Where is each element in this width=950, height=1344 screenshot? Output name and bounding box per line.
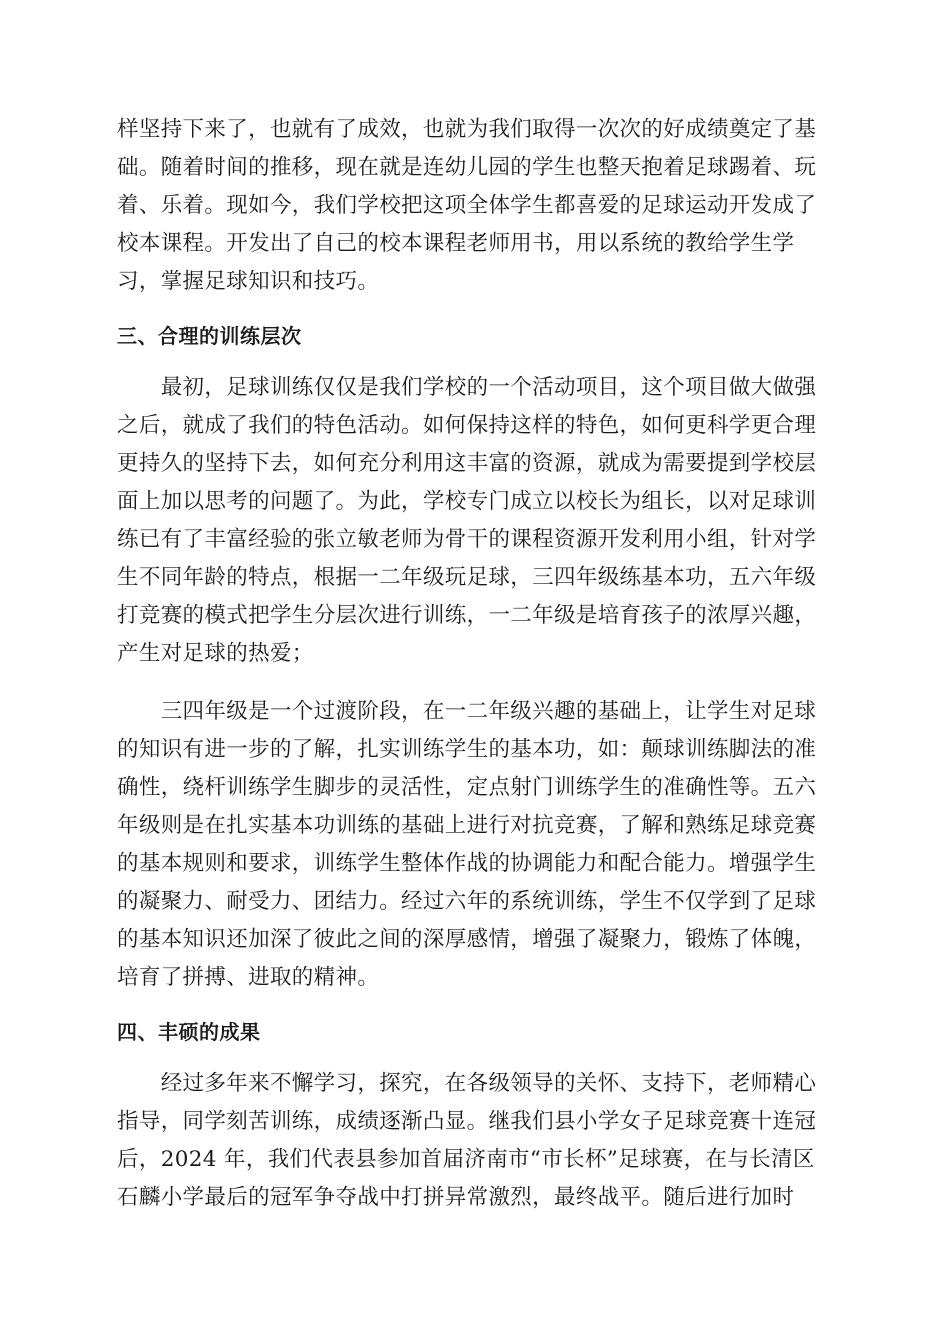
paragraph-2-line-5: 练已有了丰富经验的张立敏老师为骨干的课程资源开发利用小组，针对学 [117, 527, 817, 552]
paragraph-3-line-3: 确性，绕杆训练学生脚步的灵活性，定点射门训练学生的准确性等。五六 [117, 775, 817, 800]
paragraph-2-line-7: 打竞赛的模式把学生分层次进行训练，一二年级是培育孩子的浓厚兴趣， [117, 603, 817, 628]
paragraph-3-line-5: 的基本规则和要求，训练学生整体作战的协调能力和配合能力。增强学生 [117, 851, 817, 876]
paragraph-4-line-1: 经过多年来不懈学习，探究，在各级领导的关怀、支持下，老师精心 [117, 1071, 817, 1096]
paragraph-3-line-4: 年级则是在扎实基本功训练的基础上进行对抗竞赛，了解和熟练足球竞赛 [117, 813, 817, 838]
paragraph-1-line-4: 校本课程。开发出了自己的校本课程老师用书，用以系统的教给学生学 [117, 231, 795, 256]
paragraph-2-line-4: 面上加以思考的问题了。为此，学校专门成立以校长为组长，以对足球训 [117, 489, 817, 514]
paragraph-2-line-6: 生不同年龄的特点，根据一二年级玩足球，三四年级练基本功，五六年级 [117, 565, 817, 590]
paragraph-3-line-7: 的基本知识还加深了彼此之间的深厚感情，增强了凝聚力，锻炼了体魄， [117, 927, 817, 952]
paragraph-4-line-3: 后，2024 年，我们代表县参加首届济南市“市长杯”足球赛，在与长清区 [117, 1147, 815, 1172]
paragraph-2-line-8: 产生对足球的热爱； [117, 641, 314, 666]
paragraph-3-line-1: 三四年级是一个过渡阶段，在一二年级兴趣的基础上，让学生对足球 [117, 699, 817, 724]
paragraph-4-line-4: 石麟小学最后的冠军争夺战中打拼异常激烈，最终战平。随后进行加时 [117, 1185, 795, 1210]
paragraph-4-line-2: 指导，同学刻苦训练，成绩逐渐凸显。继我们县小学女子足球竞赛十连冠 [117, 1109, 817, 1134]
paragraph-3-line-6: 的凝聚力、耐受力、团结力。经过六年的系统训练，学生不仅学到了足球 [117, 889, 817, 914]
paragraph-3-line-2: 的知识有进一步的了解，扎实训练学生的基本功，如：颠球训练脚法的准 [117, 737, 817, 762]
paragraph-1-line-3: 着、乐着。现如今，我们学校把这项全体学生都喜爱的足球运动开发成了 [117, 193, 817, 218]
paragraph-1-line-2: 础。随着时间的推移，现在就是连幼儿园的学生也整天抱着足球踢着、玩 [117, 155, 817, 180]
paragraph-1-line-1: 样坚持下来了，也就有了成效，也就为我们取得一次次的好成绩奠定了基 [117, 117, 817, 142]
paragraph-1-line-5: 习，掌握足球知识和技巧。 [117, 269, 380, 294]
section-heading-3: 三、合理的训练层次 [117, 324, 302, 348]
paragraph-3-line-8: 培育了拼搏、进取的精神。 [117, 965, 380, 990]
section-heading-4: 四、丰硕的成果 [117, 1020, 261, 1044]
paragraph-2-line-2: 之后，就成了我们的特色活动。如何保持这样的特色，如何更科学更合理 [117, 413, 817, 438]
paragraph-2-line-3: 更持久的坚持下去，如何充分利用这丰富的资源，就成为需要提到学校层 [117, 451, 817, 476]
paragraph-2-line-1: 最初，足球训练仅仅是我们学校的一个活动项目，这个项目做大做强 [117, 375, 817, 400]
